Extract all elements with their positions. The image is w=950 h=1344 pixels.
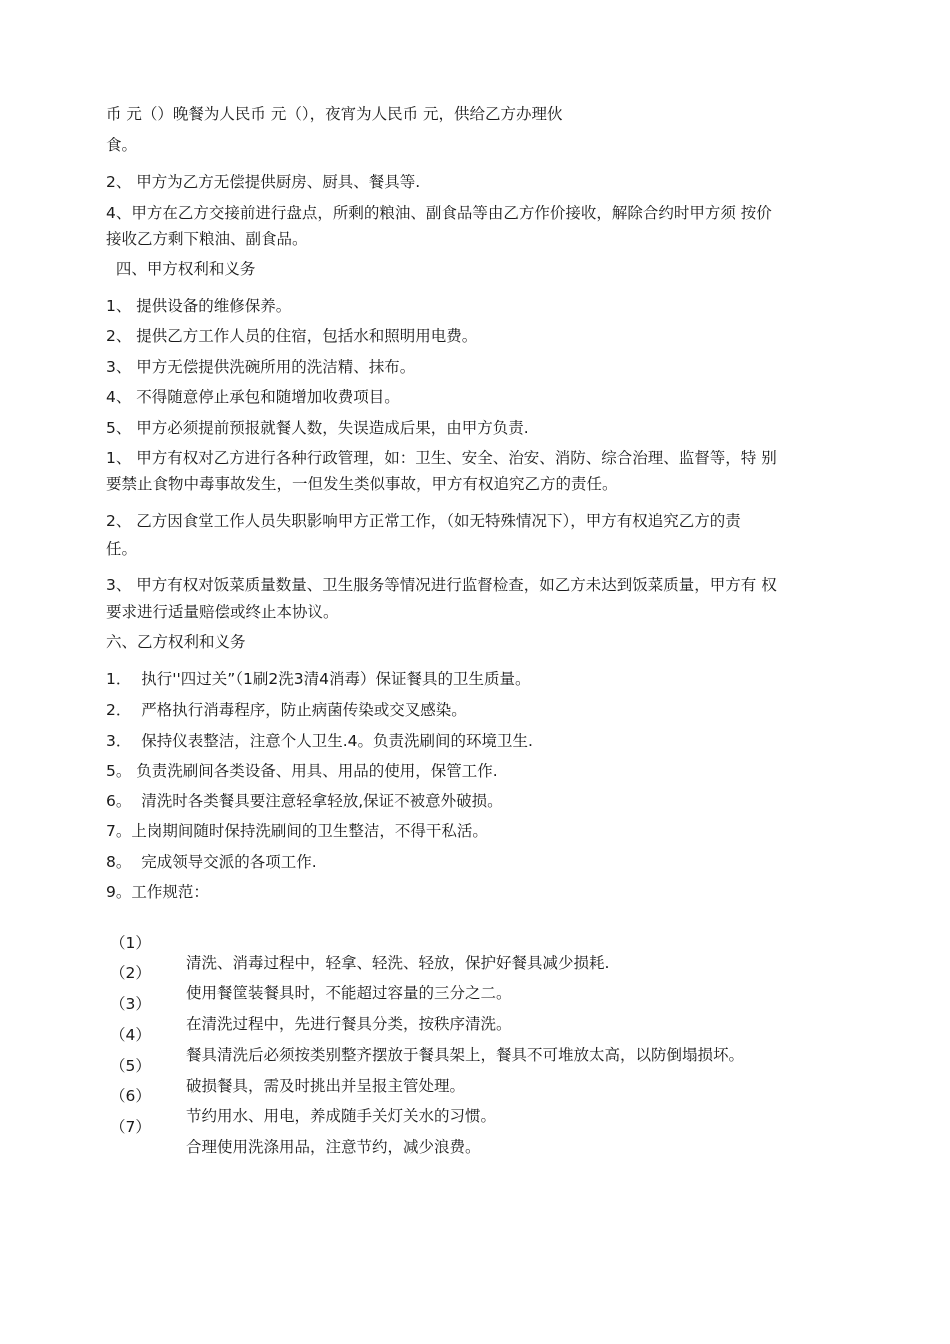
text-line: 2、 提供乙方工作人员的住宿，包括水和照明用电费。 bbox=[106, 327, 478, 345]
text-line: 3． 保持仪表整洁，注意个人卫生.4。负责洗刷间的环境卫生. bbox=[106, 732, 533, 750]
text-line: 2． 严格执行消毒程序，防止病菌传染或交叉感染。 bbox=[106, 701, 467, 719]
text-line: 4、甲方在乙方交接前进行盘点，所剩的粮油、副食品等由乙方作价接收，解除合约时甲方须 按价 bbox=[106, 204, 772, 222]
norm-label: （6） bbox=[110, 1087, 151, 1105]
text-line: 4、 不得随意停止承包和随增加收费项目。 bbox=[106, 388, 400, 406]
norm-label: （5） bbox=[110, 1057, 151, 1075]
text-line: 3、 甲方无偿提供洗碗所用的洗洁精、抹布。 bbox=[106, 358, 416, 376]
norm-text: 节约用水、用电，养成随手关灯关水的习惯。 bbox=[186, 1107, 497, 1125]
text-line: 任。 bbox=[106, 540, 138, 558]
norm-text: 使用餐筐装餐具时，不能超过容量的三分之二。 bbox=[186, 984, 512, 1002]
text-line: 8。 完成领导交派的各项工作. bbox=[106, 853, 317, 871]
norm-label: （3） bbox=[110, 995, 151, 1013]
text-line: 5。 负责洗刷间各类设备、用具、用品的使用，保管工作. bbox=[106, 762, 498, 780]
text-line: 食。 bbox=[106, 136, 138, 154]
text-line: 6。 清洗时各类餐具要注意轻拿轻放,保证不被意外破损。 bbox=[106, 792, 503, 810]
norm-label: （1） bbox=[110, 934, 151, 952]
text-line: 5、 甲方必须提前预报就餐人数，失误造成后果，由甲方负责. bbox=[106, 419, 529, 437]
norm-text: 餐具清洗后必须按类别整齐摆放于餐具架上，餐具不可堆放太高，以防倒塌损坏。 bbox=[186, 1046, 745, 1064]
norm-label: （7） bbox=[110, 1118, 151, 1136]
text-line: 2、 甲方为乙方无偿提供厨房、厨具、餐具等. bbox=[106, 173, 421, 191]
norm-text: 合理使用洗涤用品，注意节约，减少浪费。 bbox=[186, 1138, 481, 1156]
text-line: 要禁止食物中毒事故发生，一但发生类似事故，甲方有权追究乙方的责任。 bbox=[106, 475, 618, 493]
text-line: 币 元（）晚餐为人民币 元（），夜宵为人民币 元，供给乙方办理伙 bbox=[106, 105, 563, 123]
text-line: 3、 甲方有权对饭菜质量数量、卫生服务等情况进行监督检查，如乙方未达到饭菜质量，甲方有 权 bbox=[106, 576, 777, 594]
norm-label: （2） bbox=[110, 964, 151, 982]
norm-text: 破损餐具，需及时挑出并呈报主管处理。 bbox=[186, 1077, 466, 1095]
norm-text: 清洗、消毒过程中，轻拿、轻洗、轻放，保护好餐具减少损耗. bbox=[186, 954, 610, 972]
text-line: 1． 执行''四过关”（1刷2洗3清4消毒）保证餐具的卫生质量。 bbox=[106, 670, 531, 688]
text-line: 1、 提供设备的维修保养。 bbox=[106, 297, 292, 315]
section-heading: 六、乙方权利和义务 bbox=[106, 633, 246, 651]
text-line: 要求进行适量赔偿或终止本协议。 bbox=[106, 603, 339, 621]
text-line: 9。工作规范： bbox=[106, 883, 209, 901]
norm-text: 在清洗过程中，先进行餐具分类，按秩序清洗。 bbox=[186, 1015, 512, 1033]
text-line: 7。上岗期间随时保持洗刷间的卫生整洁，不得干私活。 bbox=[106, 822, 488, 840]
text-line: 2、 乙方因食堂工作人员失职影响甲方正常工作，（如无特殊情况下），甲方有权追究乙方的责 bbox=[106, 512, 741, 530]
norm-label: （4） bbox=[110, 1026, 151, 1044]
norm-item bbox=[110, 1097, 850, 1177]
section-heading: 四、甲方权利和义务 bbox=[106, 260, 256, 278]
text-line: 1、 甲方有权对乙方进行各种行政管理，如：卫生、安全、治安、消防、综合治理、监督等，特 别 bbox=[106, 449, 777, 467]
text-line: 接收乙方剩下粮油、副食品。 bbox=[106, 230, 308, 248]
